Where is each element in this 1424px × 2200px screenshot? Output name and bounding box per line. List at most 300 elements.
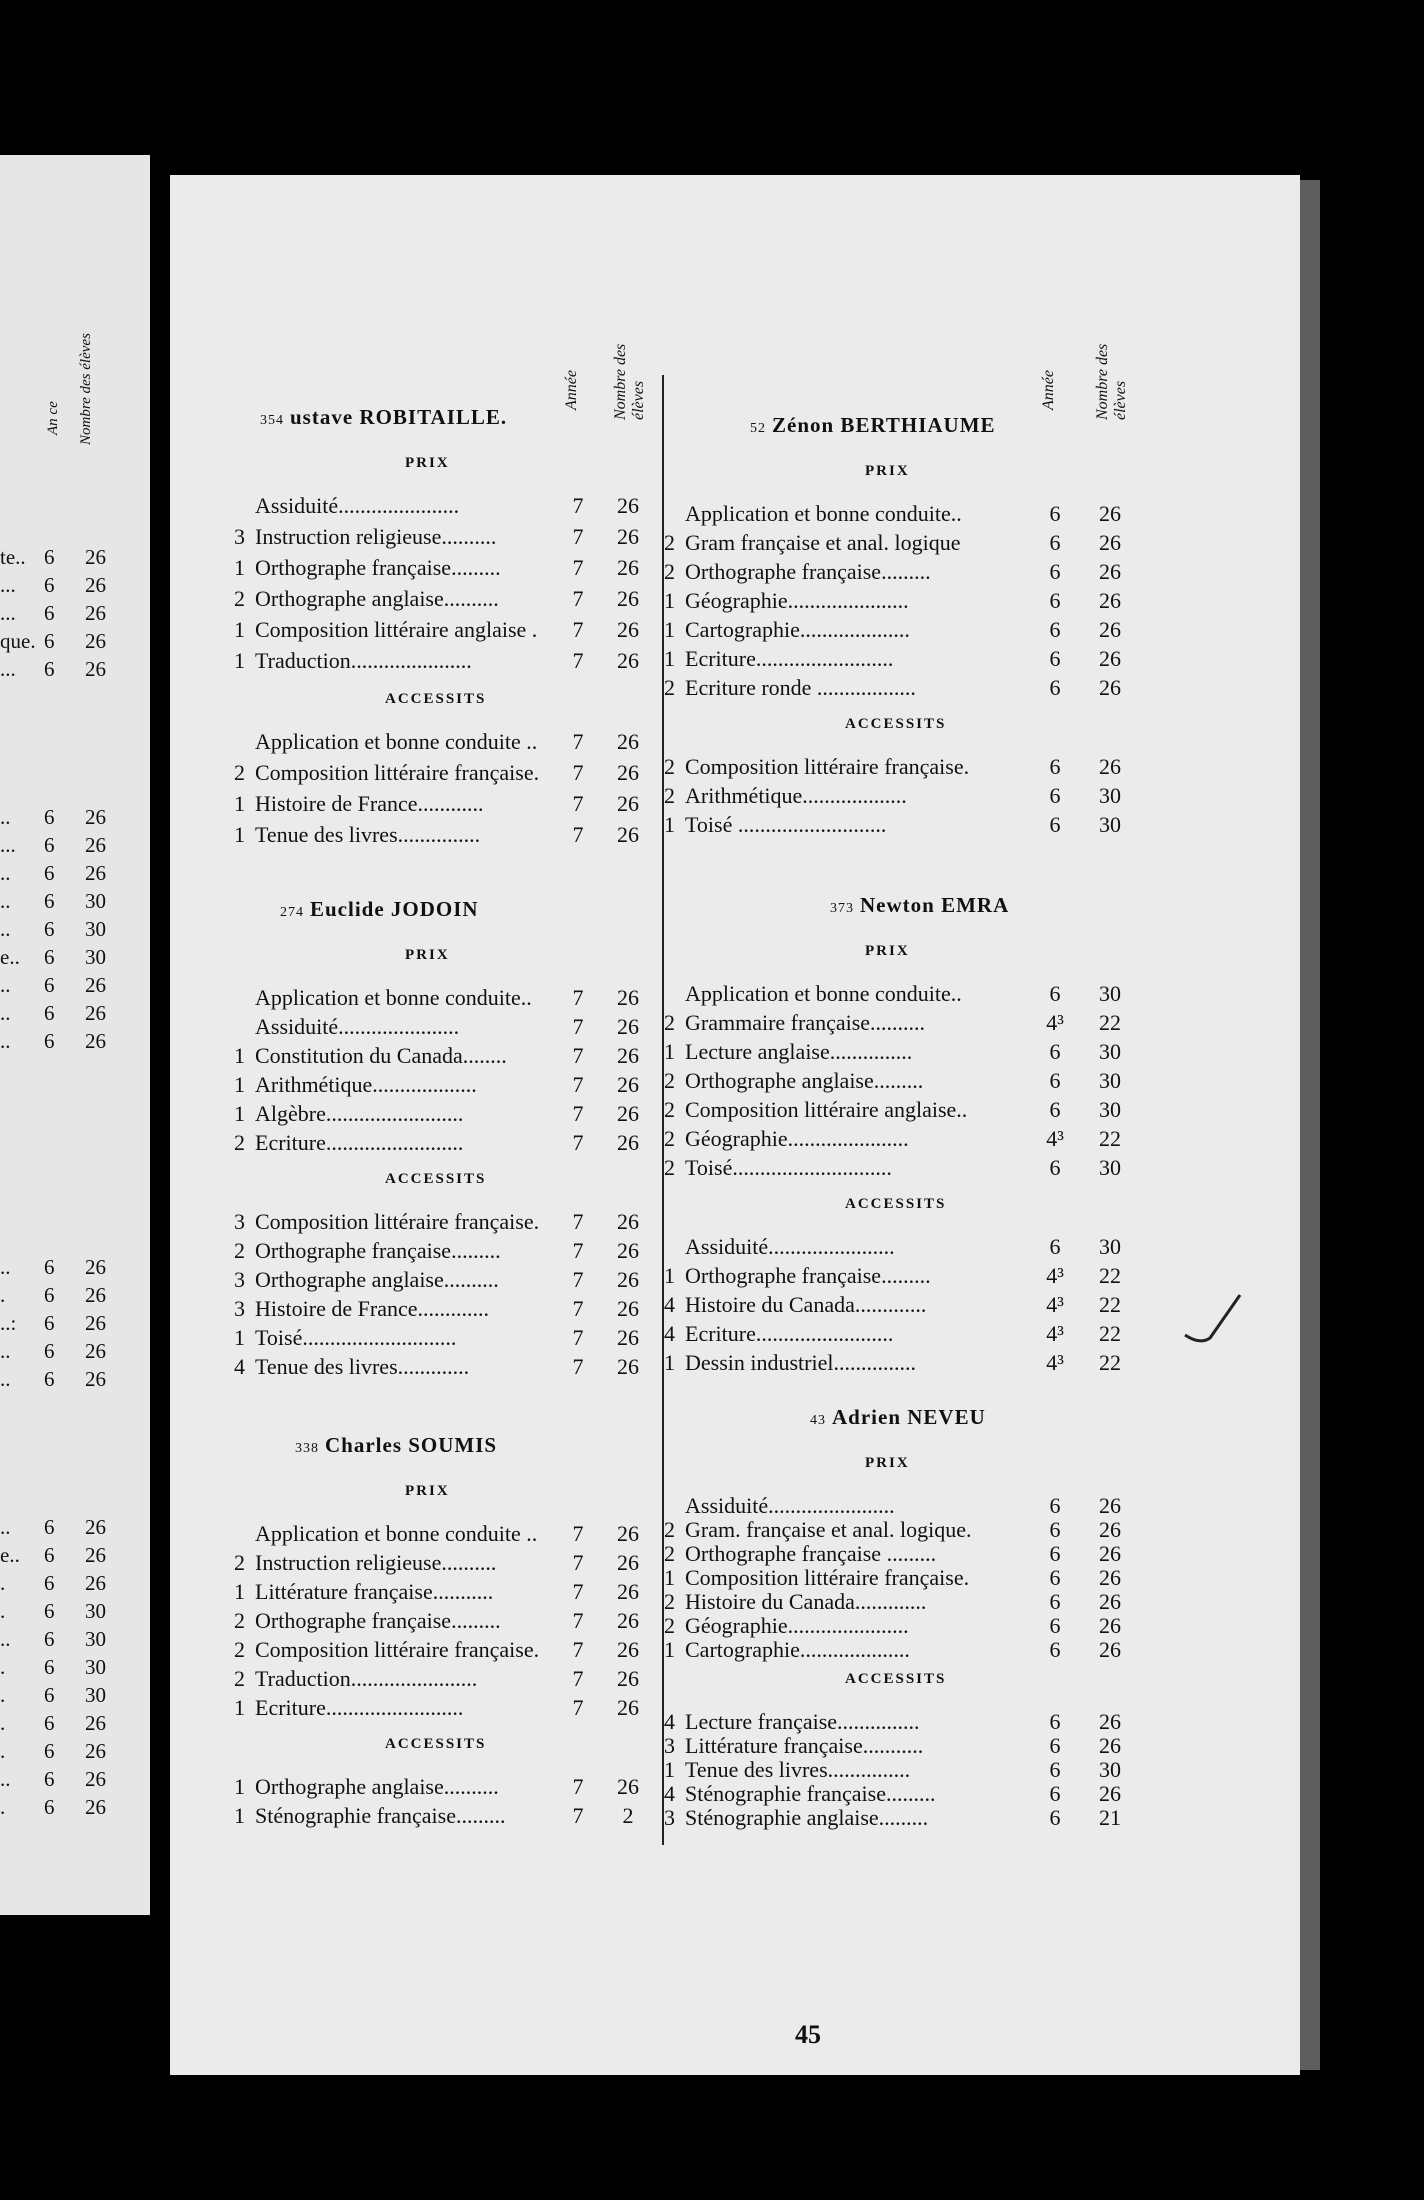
left-row-year: 6 [44, 1255, 55, 1279]
year-value: 6 [1049, 1613, 1061, 1638]
prize-rank: 2 [664, 1541, 675, 1566]
left-page [0, 155, 150, 1915]
left-row-fragment: ... [0, 573, 16, 597]
prix-label: PRIX [865, 943, 910, 959]
count-value: 26 [1099, 646, 1121, 671]
count-value: 30 [1099, 1068, 1121, 1093]
student-number: 354 [260, 413, 284, 428]
page-number: 45 [795, 2020, 821, 2049]
left-row-fragment: . [0, 1599, 6, 1623]
left-row-fragment: .. [0, 973, 11, 997]
prize-rank: 4 [234, 1354, 245, 1379]
left-row-fragment: .. [0, 1515, 11, 1539]
subject: Traduction....................... [255, 1666, 478, 1691]
left-row-count: 30 [85, 1655, 106, 1679]
subject: Orthographe anglaise......... [685, 1068, 924, 1093]
year-value: 6 [1049, 783, 1061, 808]
prix-label: PRIX [865, 1455, 910, 1471]
subject: Histoire du Canada............. [685, 1589, 927, 1614]
subject: Application et bonne conduite.. [685, 981, 962, 1006]
subject: Dessin industriel............... [685, 1350, 916, 1375]
left-row-count: 26 [85, 805, 106, 829]
left-row-fragment: . [0, 1739, 6, 1763]
year-value: 7 [572, 617, 584, 642]
count-value: 30 [1099, 783, 1121, 808]
count-value: 22 [1099, 1350, 1121, 1375]
year-value: 6 [1049, 1709, 1061, 1734]
year-value: 7 [572, 1209, 584, 1234]
year-value: 7 [572, 1579, 584, 1604]
left-row-fragment: . [0, 1711, 6, 1735]
year-value: 7 [572, 524, 584, 549]
count-value: 26 [1099, 1517, 1121, 1542]
left-row-fragment: ..: [0, 1311, 17, 1335]
page-edge [1300, 180, 1320, 2070]
prize-rank: 1 [234, 822, 245, 847]
year-value: 7 [572, 729, 584, 754]
subject: Traduction...................... [255, 648, 472, 673]
left-row-count: 26 [85, 657, 106, 681]
subject: Composition littéraire française. [685, 754, 970, 779]
prize-rank: 2 [664, 1010, 675, 1035]
year-value: 7 [572, 1521, 584, 1546]
prize-rank: 1 [234, 1325, 245, 1350]
left-page-row [0, 1627, 150, 1657]
subject: Sténographie française......... [685, 1781, 936, 1806]
year-value: 4³ [1046, 1321, 1064, 1346]
left-page-row [0, 1029, 150, 1059]
subject: Arithmétique................... [685, 783, 907, 808]
left-row-count: 26 [85, 1255, 106, 1279]
year-value: 7 [572, 1774, 584, 1799]
year-value: 6 [1049, 1733, 1061, 1758]
left-page-row [0, 1283, 150, 1313]
subject: Toisé............................ [255, 1325, 457, 1350]
left-page-row [0, 945, 150, 975]
count-value: 26 [617, 1695, 639, 1720]
accessits-label: ACCESSITS [385, 691, 487, 707]
prize-rank: 1 [234, 555, 245, 580]
year-value: 6 [1049, 1805, 1061, 1830]
left-row-fragment: .. [0, 1767, 11, 1791]
year-value: 6 [1049, 1155, 1061, 1180]
count-value: 26 [617, 1130, 639, 1155]
count-value: 22 [1099, 1010, 1121, 1035]
left-row-year: 6 [44, 917, 55, 941]
subject: Assiduité...................... [255, 493, 460, 518]
prize-rank: 2 [234, 1608, 245, 1633]
accessits-label: ACCESSITS [385, 1736, 487, 1752]
subject: Sténographie française......... [255, 1803, 506, 1828]
left-row-fragment: .. [0, 1001, 11, 1025]
student-name [830, 893, 1009, 918]
count-value: 22 [1099, 1321, 1121, 1346]
year-value: 4³ [1046, 1010, 1064, 1035]
student-number: 52 [750, 421, 766, 436]
prize-rank: 1 [234, 648, 245, 673]
year-column-header: Année [563, 370, 580, 410]
prize-rank: 3 [234, 524, 245, 549]
left-page-row [0, 1599, 150, 1629]
left-row-fragment: . [0, 1571, 6, 1595]
year-value: 7 [572, 791, 584, 816]
left-row-year: 6 [44, 973, 55, 997]
year-value: 6 [1049, 1234, 1061, 1259]
count-value: 22 [1099, 1263, 1121, 1288]
left-row-year: 6 [44, 573, 55, 597]
left-page-row [0, 1255, 150, 1285]
count-value: 26 [1099, 675, 1121, 700]
left-page-row [0, 833, 150, 863]
left-row-count: 26 [85, 1515, 106, 1539]
left-row-count: 30 [85, 1627, 106, 1651]
student-number: 43 [810, 1413, 826, 1428]
count-value: 26 [1099, 530, 1121, 555]
subject: Assiduité...................... [255, 1014, 460, 1039]
subject: Tenue des livres............... [255, 822, 481, 847]
student-number: 373 [830, 901, 854, 916]
left-page-row [0, 1711, 150, 1741]
right-page [170, 175, 1300, 2075]
prize-rank: 1 [664, 812, 675, 837]
year-value: 4³ [1046, 1263, 1064, 1288]
year-value: 6 [1049, 1565, 1061, 1590]
year-value: 7 [572, 1296, 584, 1321]
left-page-row [0, 805, 150, 835]
left-row-year: 6 [44, 1795, 55, 1819]
year-value: 7 [572, 1072, 584, 1097]
year-value: 7 [572, 822, 584, 847]
year-value: 6 [1049, 588, 1061, 613]
year-value: 7 [572, 1803, 584, 1828]
left-row-count: 26 [85, 1795, 106, 1819]
subject: Sténographie anglaise......... [685, 1805, 929, 1830]
count-value: 30 [1099, 1757, 1121, 1782]
left-row-year: 6 [44, 805, 55, 829]
subject: Histoire du Canada............. [685, 1292, 927, 1317]
count-value: 26 [617, 822, 639, 847]
year-value: 7 [572, 1043, 584, 1068]
year-value: 7 [572, 1325, 584, 1350]
left-row-fragment: .. [0, 1627, 11, 1651]
year-value: 7 [572, 648, 584, 673]
prize-rank: 1 [234, 1774, 245, 1799]
prize-rank: 4 [664, 1709, 675, 1734]
count-value: 26 [1099, 1565, 1121, 1590]
count-value: 30 [1099, 1039, 1121, 1064]
prix-label: PRIX [405, 1483, 450, 1499]
year-value: 6 [1049, 646, 1061, 671]
subject: Orthographe française ......... [685, 1541, 937, 1566]
student-name-text: Newton EMRA [860, 893, 1010, 917]
count-value: 22 [1099, 1126, 1121, 1151]
count-value: 26 [617, 729, 639, 754]
count-value: 26 [617, 1101, 639, 1126]
prize-rank: 1 [664, 646, 675, 671]
left-row-count: 26 [85, 629, 106, 653]
accessits-label: ACCESSITS [845, 1196, 947, 1212]
student-name-text: Euclide JODOIN [310, 897, 479, 921]
year-value: 7 [572, 1354, 584, 1379]
prize-rank: 2 [664, 754, 675, 779]
prix-label: PRIX [865, 463, 910, 479]
subject: Littérature française........... [685, 1733, 924, 1758]
year-value: 7 [572, 1695, 584, 1720]
count-value: 26 [1099, 1541, 1121, 1566]
count-value: 26 [1099, 1637, 1121, 1662]
left-row-count: 26 [85, 1367, 106, 1391]
prize-rank: 2 [234, 1238, 245, 1263]
prize-rank: 1 [664, 1637, 675, 1662]
student-name [750, 413, 996, 438]
year-value: 7 [572, 555, 584, 580]
subject: Composition littéraire française. [255, 760, 540, 785]
left-row-count: 26 [85, 1029, 106, 1053]
prize-rank: 2 [664, 1517, 675, 1542]
left-page-row [0, 1655, 150, 1685]
left-row-year: 6 [44, 1515, 55, 1539]
count-value: 26 [1099, 1733, 1121, 1758]
count-value: 26 [1099, 754, 1121, 779]
prize-rank: 1 [234, 1695, 245, 1720]
accessits-label: ACCESSITS [385, 1171, 487, 1187]
subject: Histoire de France............. [255, 1296, 489, 1321]
subject: Algèbre......................... [255, 1101, 464, 1126]
left-row-fragment: .. [0, 1339, 11, 1363]
count-value: 26 [617, 1072, 639, 1097]
subject: Littérature française........... [255, 1579, 494, 1604]
left-page-row [0, 1571, 150, 1601]
left-page-row [0, 1767, 150, 1797]
subject: Orthographe française......... [255, 1238, 501, 1263]
prize-rank: 1 [234, 1072, 245, 1097]
prize-rank: 2 [664, 783, 675, 808]
left-row-fragment: .. [0, 861, 11, 885]
left-row-year: 6 [44, 1655, 55, 1679]
count-value: 2 [622, 1803, 634, 1828]
left-row-fragment: . [0, 1683, 6, 1707]
left-row-year: 6 [44, 1283, 55, 1307]
year-value: 6 [1049, 981, 1061, 1006]
left-row-fragment: . [0, 1655, 6, 1679]
year-value: 7 [572, 1267, 584, 1292]
count-value: 26 [1099, 588, 1121, 613]
prize-rank: 3 [234, 1209, 245, 1234]
left-row-fragment: ... [0, 601, 16, 625]
left-row-year: 6 [44, 1543, 55, 1567]
left-row-year: 6 [44, 1627, 55, 1651]
left-row-year: 6 [44, 601, 55, 625]
subject: Instruction religieuse.......... [255, 1550, 497, 1575]
left-row-year: 6 [44, 945, 55, 969]
subject: Composition littéraire anglaise . [255, 617, 538, 642]
prize-rank: 2 [664, 1155, 675, 1180]
subject: Constitution du Canada........ [255, 1043, 507, 1068]
left-row-count: 26 [85, 545, 106, 569]
year-value: 7 [572, 1014, 584, 1039]
prize-rank: 1 [234, 1101, 245, 1126]
year-value: 6 [1049, 501, 1061, 526]
count-value: 26 [1099, 501, 1121, 526]
left-page-row [0, 917, 150, 947]
left-row-year: 6 [44, 833, 55, 857]
count-value: 26 [617, 586, 639, 611]
count-value: 30 [1099, 1097, 1121, 1122]
subject: Orthographe anglaise.......... [255, 1774, 499, 1799]
prize-rank: 1 [664, 617, 675, 642]
left-page-row [0, 545, 150, 575]
subject: Toisé ........................... [685, 812, 887, 837]
count-value: 26 [617, 1521, 639, 1546]
count-value: 26 [617, 760, 639, 785]
subject: Toisé............................. [685, 1155, 892, 1180]
year-value: 7 [572, 586, 584, 611]
subject: Orthographe anglaise.......... [255, 586, 499, 611]
year-value: 7 [572, 1637, 584, 1662]
count-value: 26 [617, 493, 639, 518]
count-value: 26 [1099, 617, 1121, 642]
count-value: 26 [617, 985, 639, 1010]
year-value: 6 [1049, 1493, 1061, 1518]
count-value: 26 [1099, 559, 1121, 584]
year-value: 4³ [1046, 1350, 1064, 1375]
left-row-count: 30 [85, 917, 106, 941]
prize-rank: 1 [664, 1039, 675, 1064]
left-row-count: 26 [85, 1001, 106, 1025]
subject: Tenue des livres............. [255, 1354, 470, 1379]
year-value: 6 [1049, 1068, 1061, 1093]
left-row-year: 6 [44, 657, 55, 681]
count-value: 26 [617, 1354, 639, 1379]
year-value: 6 [1049, 1757, 1061, 1782]
count-value: 26 [617, 1238, 639, 1263]
year-value: 7 [572, 1238, 584, 1263]
subject: Composition littéraire française. [685, 1565, 970, 1590]
subject: Gram. française et anal. logique. [685, 1517, 972, 1542]
left-page-row [0, 1515, 150, 1545]
count-value: 26 [617, 1608, 639, 1633]
year-value: 6 [1049, 675, 1061, 700]
left-year-header: An ce [45, 401, 61, 435]
left-row-fragment: .. [0, 1255, 11, 1279]
prize-rank: 2 [234, 1130, 245, 1155]
year-value: 6 [1049, 1589, 1061, 1614]
prize-rank: 2 [664, 675, 675, 700]
prize-rank: 1 [664, 588, 675, 613]
prize-rank: 1 [234, 791, 245, 816]
prize-rank: 1 [664, 1350, 675, 1375]
subject: Orthographe française......... [255, 1608, 501, 1633]
left-row-fragment: e.. [0, 945, 20, 969]
left-count-header: Nombre des élèves [78, 333, 94, 445]
left-row-year: 6 [44, 1599, 55, 1623]
prize-rank: 2 [664, 1126, 675, 1151]
left-row-year: 6 [44, 629, 55, 653]
prize-rank: 2 [664, 559, 675, 584]
left-row-year: 6 [44, 1367, 55, 1391]
year-value: 7 [572, 1101, 584, 1126]
left-row-fragment: .. [0, 917, 11, 941]
left-row-year: 6 [44, 889, 55, 913]
count-value: 26 [617, 648, 639, 673]
left-row-count: 26 [85, 573, 106, 597]
subject: Orthographe anglaise.......... [255, 1267, 499, 1292]
left-row-count: 26 [85, 833, 106, 857]
count-value: 26 [617, 1209, 639, 1234]
left-row-year: 6 [44, 1311, 55, 1335]
left-row-year: 6 [44, 545, 55, 569]
year-value: 6 [1049, 1541, 1061, 1566]
year-value: 6 [1049, 1097, 1061, 1122]
left-page-row [0, 1001, 150, 1031]
subject: Lecture française............... [685, 1709, 920, 1734]
left-row-count: 26 [85, 1711, 106, 1735]
left-page-row [0, 629, 150, 659]
count-value: 26 [617, 617, 639, 642]
year-value: 6 [1049, 812, 1061, 837]
prize-rank: 2 [234, 760, 245, 785]
count-value: 30 [1099, 981, 1121, 1006]
prize-rank: 1 [234, 1043, 245, 1068]
left-row-fragment: ... [0, 657, 16, 681]
count-value: 30 [1099, 1234, 1121, 1259]
subject: Application et bonne conduite.. [255, 985, 532, 1010]
count-value: 26 [617, 524, 639, 549]
count-value: 30 [1099, 812, 1121, 837]
prize-rank: 3 [664, 1733, 675, 1758]
left-row-count: 26 [85, 1311, 106, 1335]
count-value: 26 [617, 1014, 639, 1039]
count-value: 26 [617, 1325, 639, 1350]
left-page-row [0, 861, 150, 891]
prize-rank: 2 [664, 1068, 675, 1093]
prize-rank: 2 [664, 1613, 675, 1638]
left-row-fragment: .. [0, 1029, 11, 1053]
check-mark-icon [1180, 1290, 1250, 1360]
left-row-fragment: .. [0, 1367, 11, 1391]
student-name [260, 405, 507, 430]
count-value: 26 [617, 1579, 639, 1604]
left-row-count: 26 [85, 1571, 106, 1595]
left-page-row [0, 573, 150, 603]
year-value: 7 [572, 1608, 584, 1633]
subject: Assiduité....................... [685, 1493, 895, 1518]
left-page-row [0, 1311, 150, 1341]
left-page-row [0, 1795, 150, 1825]
left-row-count: 26 [85, 1543, 106, 1567]
year-value: 7 [572, 760, 584, 785]
prize-rank: 2 [234, 1637, 245, 1662]
count-value: 26 [1099, 1709, 1121, 1734]
left-row-fragment: e.. [0, 1543, 20, 1567]
prix-label: PRIX [405, 947, 450, 963]
student-number: 338 [295, 1441, 319, 1456]
left-row-count: 26 [85, 1739, 106, 1763]
year-value: 6 [1049, 1637, 1061, 1662]
year-value: 6 [1049, 530, 1061, 555]
left-page-row [0, 889, 150, 919]
prize-rank: 4 [664, 1321, 675, 1346]
prize-rank: 1 [664, 1263, 675, 1288]
left-page-row [0, 1543, 150, 1573]
count-value: 26 [617, 1267, 639, 1292]
prize-rank: 2 [234, 586, 245, 611]
prize-rank: 4 [664, 1781, 675, 1806]
count-value: 26 [617, 1637, 639, 1662]
subject: Ecriture......................... [685, 646, 894, 671]
year-value: 7 [572, 1550, 584, 1575]
left-row-year: 6 [44, 1571, 55, 1595]
